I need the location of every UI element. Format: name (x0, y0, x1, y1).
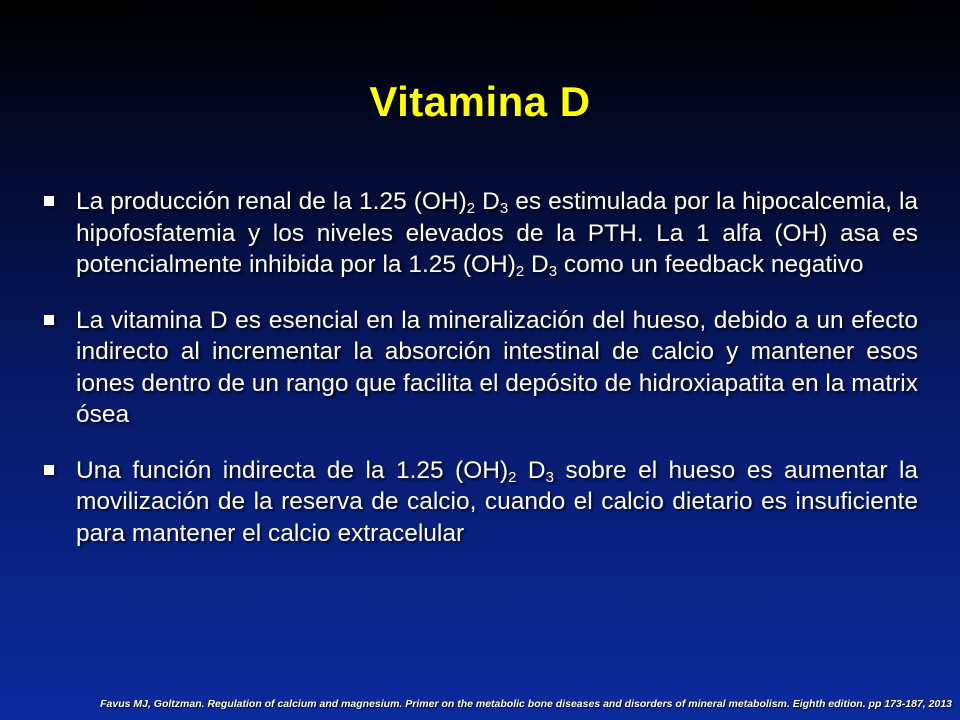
bullet-text: La producción renal de la 1.25 $(OH)_2$ $D_3$ es estimulada por la hipocalcemia, la hipofosfatemia y los niveles elevados de la PTH. La 1 alfa (OH) asa es potencialmente inhibida por la 1.25 $(OH)_2$ $D_3$ como un feedback negativo (76, 188, 919, 280)
bullet-item-mineralization (38, 305, 918, 431)
square-bullet-icon (44, 465, 54, 475)
slide-title: Vitamina D (369, 78, 591, 125)
bullet-list (38, 186, 918, 573)
bullet-text: La vitamina D es esencial en la mineralización del hueso, debido a un efecto indirecto al incrementar la absorción intestinal de calcio y mantener esos iones dentro de un rango que facilita el depósito de hidroxiapatita en la matrix ósea (76, 306, 918, 428)
bullet-item-calcium-mobilization (38, 455, 918, 550)
bullet-text: Una función indirecta de la 1.25 $(OH)_2$ $D_3$ sobre el hueso es aumentar la movilización de la reserva de calcio, cuando el calcio dietario es insuficiente para mantener el calcio extracelular (76, 456, 919, 547)
square-bullet-icon (44, 315, 54, 325)
citation-reference: Favus MJ, Goltzman. Regulation of calcium and magnesium. Primer on the metabolic bone diseases and disorders of mineral metabolism. Eighth edition. pp 173-187, 2013 (100, 698, 952, 710)
square-bullet-icon (44, 196, 54, 206)
bullet-item-renal-production (38, 186, 918, 281)
